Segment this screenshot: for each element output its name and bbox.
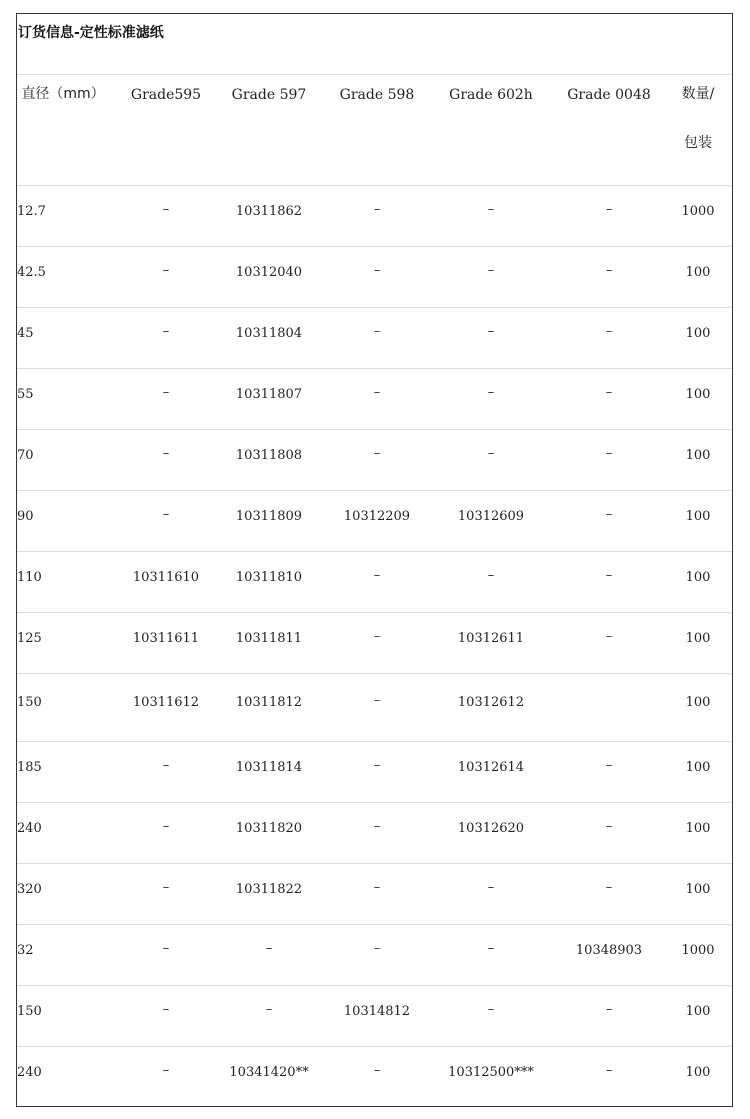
cell-grade595: 10311611 xyxy=(132,631,200,646)
cell-grade602h: – xyxy=(487,324,495,339)
header-grade598: Grade 598 xyxy=(339,87,415,103)
cell-diameter: 90 xyxy=(17,509,34,524)
row-divider xyxy=(17,741,732,742)
header-grade597: Grade 597 xyxy=(231,87,307,103)
cell-grade595: – xyxy=(162,446,170,461)
cell-grade602h: – xyxy=(487,263,495,278)
cell-diameter: 150 xyxy=(17,1004,42,1019)
cell-grade0048: – xyxy=(605,385,613,400)
cell-grade597: 10341420** xyxy=(229,1065,309,1080)
cell-diameter: 320 xyxy=(17,882,42,897)
cell-grade0048: – xyxy=(605,507,613,522)
page-title: 订货信息-定性标准滤纸 xyxy=(18,25,164,41)
cell-quantity: 100 xyxy=(685,570,711,585)
row-divider xyxy=(17,429,732,430)
cell-grade595: – xyxy=(162,941,170,956)
cell-grade598: 10314812 xyxy=(343,1004,411,1019)
cell-grade597: – xyxy=(265,941,273,956)
row-divider xyxy=(17,185,732,186)
row-divider xyxy=(17,673,732,674)
cell-grade595: – xyxy=(162,819,170,834)
cell-grade0048: – xyxy=(605,880,613,895)
cell-quantity: 100 xyxy=(685,265,711,280)
cell-grade597: 10311814 xyxy=(235,760,303,775)
cell-grade0048: – xyxy=(605,568,613,583)
cell-grade597: – xyxy=(265,1002,273,1017)
cell-quantity: 100 xyxy=(685,387,711,402)
row-divider xyxy=(17,985,732,986)
cell-grade602h: – xyxy=(487,202,495,217)
cell-quantity: 100 xyxy=(685,326,711,341)
cell-diameter: 150 xyxy=(17,695,42,710)
cell-grade598: – xyxy=(373,1063,381,1078)
cell-grade597: 10311807 xyxy=(235,387,303,402)
cell-quantity: 100 xyxy=(685,760,711,775)
cell-diameter: 55 xyxy=(17,387,34,402)
cell-grade595: – xyxy=(162,1063,170,1078)
cell-diameter: 42.5 xyxy=(17,265,46,280)
header-grade0048: Grade 0048 xyxy=(567,87,651,103)
cell-grade598: – xyxy=(373,263,381,278)
row-divider xyxy=(17,924,732,925)
cell-grade602h: – xyxy=(487,446,495,461)
cell-grade598: – xyxy=(373,941,381,956)
header-diameter: 直径（mm） xyxy=(21,86,105,102)
cell-grade595: – xyxy=(162,385,170,400)
row-divider xyxy=(17,246,732,247)
cell-grade0048: – xyxy=(605,629,613,644)
cell-diameter: 32 xyxy=(17,943,34,958)
cell-quantity: 100 xyxy=(685,695,711,710)
cell-diameter: 125 xyxy=(17,631,42,646)
cell-grade595: – xyxy=(162,263,170,278)
cell-quantity: 1000 xyxy=(681,204,715,219)
row-divider xyxy=(17,802,732,803)
cell-grade595: 10311612 xyxy=(132,695,200,710)
cell-grade598: – xyxy=(373,446,381,461)
cell-diameter: 110 xyxy=(17,570,42,585)
cell-grade0048: – xyxy=(605,819,613,834)
cell-grade0048: – xyxy=(605,758,613,773)
cell-grade598: – xyxy=(373,880,381,895)
cell-grade602h: – xyxy=(487,941,495,956)
cell-diameter: 240 xyxy=(17,1065,42,1080)
cell-grade602h: 10312614 xyxy=(457,760,525,775)
cell-grade0048: – xyxy=(605,263,613,278)
cell-quantity: 100 xyxy=(685,1004,711,1019)
row-divider xyxy=(17,863,732,864)
cell-grade597: 10312040 xyxy=(235,265,303,280)
cell-grade597: 10311804 xyxy=(235,326,303,341)
cell-grade0048: – xyxy=(605,1002,613,1017)
cell-grade602h: 10312611 xyxy=(457,631,525,646)
cell-grade597: 10311809 xyxy=(235,509,303,524)
cell-grade598: 10312209 xyxy=(343,509,411,524)
cell-quantity: 100 xyxy=(685,1065,711,1080)
cell-grade598: – xyxy=(373,629,381,644)
cell-grade598: – xyxy=(373,819,381,834)
cell-quantity: 100 xyxy=(685,448,711,463)
cell-grade597: 10311812 xyxy=(235,695,303,710)
cell-grade595: – xyxy=(162,880,170,895)
cell-diameter: 185 xyxy=(17,760,42,775)
row-divider xyxy=(17,368,732,369)
cell-grade595: 10311610 xyxy=(132,570,200,585)
cell-grade598: – xyxy=(373,202,381,217)
row-divider xyxy=(17,307,732,308)
row-divider xyxy=(17,1046,732,1047)
header-quantity: 数量/ xyxy=(681,86,715,102)
cell-grade0048: – xyxy=(605,202,613,217)
cell-grade598: – xyxy=(373,693,381,708)
cell-grade597: 10311808 xyxy=(235,448,303,463)
cell-grade602h: 10312620 xyxy=(457,821,525,836)
cell-diameter: 70 xyxy=(17,448,34,463)
cell-diameter: 45 xyxy=(17,326,34,341)
cell-grade0048: 10348903 xyxy=(575,943,643,958)
cell-diameter: 240 xyxy=(17,821,42,836)
cell-quantity: 100 xyxy=(685,631,711,646)
cell-grade602h: – xyxy=(487,880,495,895)
cell-grade597: 10311822 xyxy=(235,882,303,897)
row-divider xyxy=(17,490,732,491)
cell-grade597: 10311862 xyxy=(235,204,303,219)
cell-grade602h: 10312612 xyxy=(457,695,525,710)
cell-grade602h: 10312500*** xyxy=(448,1065,534,1080)
cell-grade598: – xyxy=(373,385,381,400)
cell-grade598: – xyxy=(373,758,381,773)
cell-grade598: – xyxy=(373,568,381,583)
cell-grade597: 10311811 xyxy=(235,631,303,646)
cell-grade602h: 10312609 xyxy=(457,509,525,524)
cell-grade0048: – xyxy=(605,324,613,339)
cell-grade602h: – xyxy=(487,385,495,400)
header-grade602h: Grade 602h xyxy=(449,87,533,103)
row-divider xyxy=(17,551,732,552)
cell-grade602h: – xyxy=(487,568,495,583)
cell-diameter: 12.7 xyxy=(17,204,46,219)
divider xyxy=(17,74,732,75)
header-grade595: Grade595 xyxy=(130,87,202,103)
cell-grade597: 10311820 xyxy=(235,821,303,836)
row-divider xyxy=(17,612,732,613)
cell-grade598: – xyxy=(373,324,381,339)
cell-grade0048: – xyxy=(605,1063,613,1078)
cell-quantity: 100 xyxy=(685,882,711,897)
cell-quantity: 100 xyxy=(685,509,711,524)
cell-grade0048: – xyxy=(605,446,613,461)
cell-grade595: – xyxy=(162,758,170,773)
cell-quantity: 1000 xyxy=(681,943,715,958)
cell-grade597: 10311810 xyxy=(235,570,303,585)
cell-grade602h: – xyxy=(487,1002,495,1017)
cell-grade595: – xyxy=(162,507,170,522)
header-package: 包装 xyxy=(684,135,712,151)
cell-grade595: – xyxy=(162,202,170,217)
cell-grade595: – xyxy=(162,1002,170,1017)
cell-grade595: – xyxy=(162,324,170,339)
cell-quantity: 100 xyxy=(685,821,711,836)
